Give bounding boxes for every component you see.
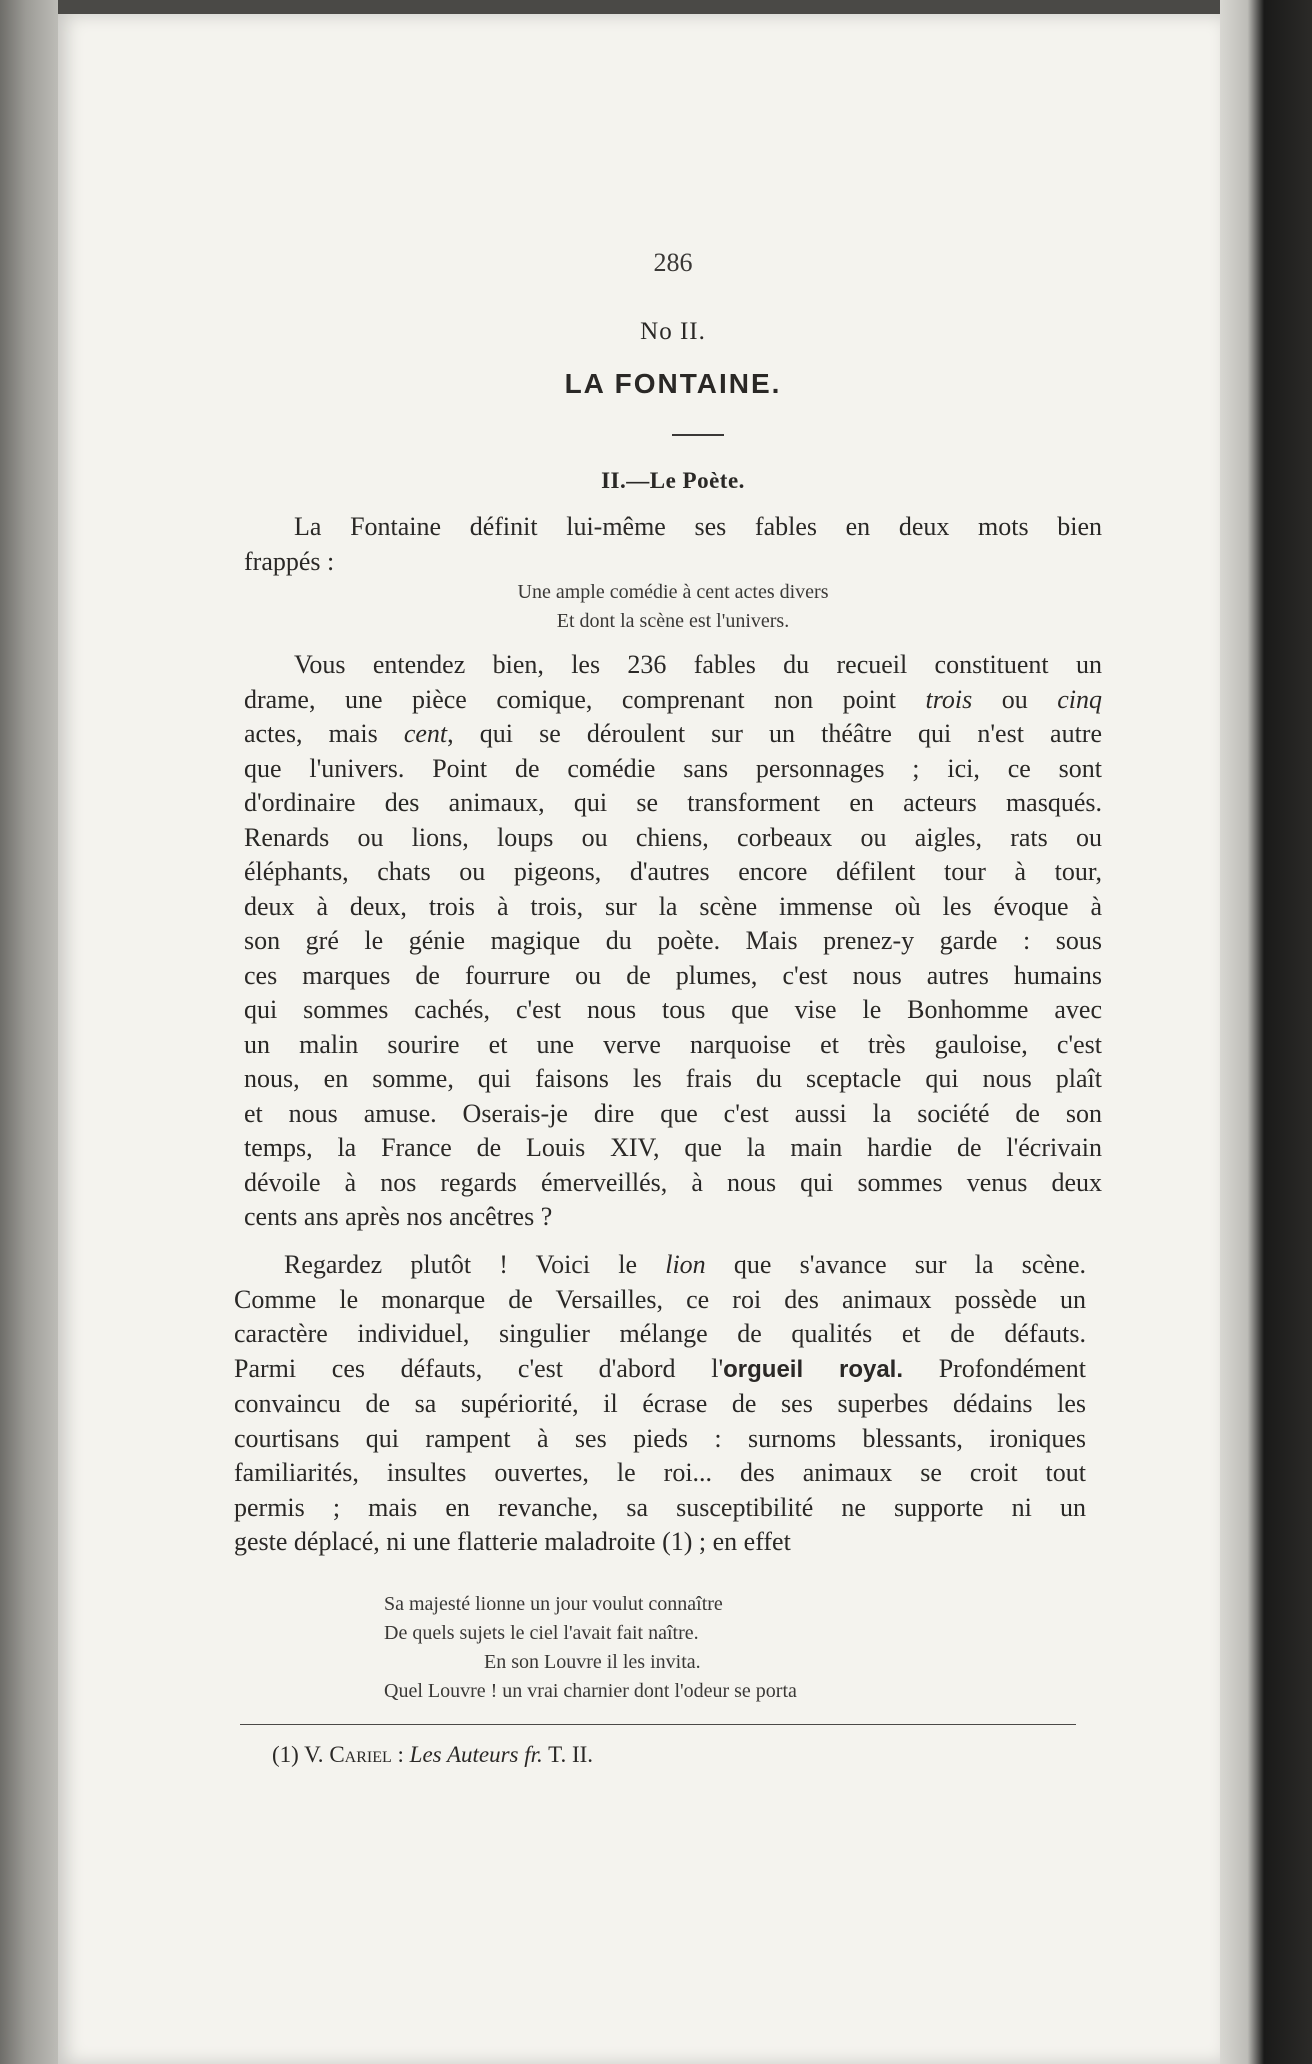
footnote-volume: T. II. bbox=[542, 1742, 594, 1767]
title-divider bbox=[672, 434, 724, 436]
text-line: nous, en somme, qui faisons les frais du sceptacle qui nous plaît bbox=[244, 1064, 1102, 1093]
text-line bbox=[234, 1352, 1086, 1388]
book-right-edge bbox=[1220, 0, 1312, 2064]
text-line: cents ans après nos ancêtres ? bbox=[244, 1202, 553, 1231]
text-run: Regardez plutôt ! Voici le bbox=[284, 1250, 666, 1279]
text-line: courtisans qui rampent à ses pieds : surnoms blessants, ironiques bbox=[234, 1423, 1086, 1453]
text-line bbox=[234, 1248, 1086, 1283]
italic-run: cent bbox=[403, 719, 448, 748]
text-run: ou bbox=[972, 684, 1058, 714]
text-line: caractère individuel, singulier mélange de qualités et de défauts. bbox=[234, 1319, 1086, 1348]
footnote-work: Les Auteurs fr. bbox=[409, 1742, 543, 1767]
intro-paragraph bbox=[244, 510, 1102, 579]
text-run: actes, mais bbox=[244, 719, 404, 748]
text-line: Renards ou lions, loups ou chiens, corbeaux ou aigles, rats ou bbox=[244, 822, 1102, 852]
text-line bbox=[244, 683, 1102, 718]
verse-quote bbox=[244, 578, 1102, 636]
text-line: éléphants, chats ou pigeons, d'autres encore défilent tour à tour, bbox=[244, 857, 1102, 886]
text-line: permis ; mais en revanche, sa susceptibilité ne supporte ni un bbox=[234, 1492, 1086, 1522]
footnote-divider bbox=[240, 1724, 1076, 1725]
verse-line: De quels sujets le ciel l'avait fait naître. bbox=[384, 1622, 699, 1644]
text-line: un malin sourire et une verve narquoise et très gauloise, c'est bbox=[244, 1029, 1102, 1059]
text-line: d'ordinaire des animaux, qui se transforment en acteurs masqués. bbox=[244, 788, 1102, 817]
footnote-marker: (1) V. bbox=[272, 1742, 330, 1767]
text-line: frappés : bbox=[244, 546, 335, 576]
book-left-edge bbox=[0, 0, 58, 2064]
text-line: son gré le génie magique du poète. Mais prenez-y garde : sous bbox=[244, 926, 1102, 955]
verse-quote-lion bbox=[384, 1590, 1084, 1706]
text-line: familiarités, insultes ouvertes, le roi... des animaux se croit tout bbox=[234, 1458, 1086, 1487]
section-number: No II. bbox=[640, 318, 706, 345]
verse-line: En son Louvre il les invita. bbox=[484, 1651, 701, 1673]
text-line: convaincu de sa supériorité, il écrase de ses superbes dédains les bbox=[234, 1389, 1086, 1418]
text-run: , qui se déroulent sur un théâtre qui n'est autre bbox=[447, 719, 1102, 748]
page-title: LA FONTAINE. bbox=[564, 368, 782, 399]
verse-line: Et dont la scène est l'univers. bbox=[556, 610, 790, 632]
text-line: ces marques de fourrure ou de plumes, c'est nous autres humains bbox=[244, 960, 1102, 990]
text-line: que l'univers. Point de comédie sans personnages ; ici, ce sont bbox=[244, 753, 1102, 783]
section-subtitle: II.—Le Poète. bbox=[601, 468, 745, 493]
bold-run: orgueil royal. bbox=[723, 1355, 904, 1383]
page-number: 286 bbox=[653, 248, 693, 277]
text-line: temps, la France de Louis XIV, que la main hardie de l'écrivain bbox=[244, 1133, 1102, 1162]
text-line: geste déplacé, ni une flatterie maladroite (1) ; en effet bbox=[234, 1527, 791, 1556]
text-line bbox=[244, 717, 1102, 752]
verse-line: Quel Louvre ! un vrai charnier dont l'odeur se porta bbox=[384, 1680, 797, 1702]
text-run: Profondément bbox=[903, 1353, 1086, 1383]
text-line: qui sommes cachés, c'est nous tous que vise le Bonhomme avec bbox=[244, 995, 1102, 1024]
text-run: que s'avance sur la scène. bbox=[705, 1250, 1087, 1279]
footnote-author: Cariel bbox=[329, 1742, 392, 1767]
text-run: Parmi ces défauts, c'est d'abord l' bbox=[234, 1353, 724, 1383]
text-line: Comme le monarque de Versailles, ce roi des animaux possède un bbox=[234, 1284, 1086, 1314]
paragraph-fables bbox=[244, 648, 1102, 1235]
italic-run: lion bbox=[665, 1250, 706, 1279]
text-line: La Fontaine définit lui-même ses fables en deux mots bien bbox=[294, 512, 1102, 541]
italic-run: trois bbox=[925, 684, 973, 714]
text-line: deux à deux, trois à trois, sur la scène immense où les évoque à bbox=[244, 891, 1102, 921]
verse-line: Une ample comédie à cent actes divers bbox=[517, 581, 829, 603]
text-line: dévoile à nos regards émerveillés, à nous qui sommes venus deux bbox=[244, 1167, 1102, 1197]
italic-run: cinq bbox=[1057, 684, 1103, 714]
text-run: : bbox=[391, 1742, 410, 1767]
text-line: Vous entendez bien, les 236 fables du recueil constituent un bbox=[294, 650, 1102, 679]
scan-top-edge bbox=[0, 0, 1312, 14]
verse-line: Sa majesté lionne un jour voulut connaître bbox=[384, 1593, 723, 1615]
footnote bbox=[272, 1742, 593, 1768]
text-line: et nous amuse. Oserais-je dire que c'est aussi la société de son bbox=[244, 1098, 1102, 1128]
paragraph-lion bbox=[234, 1248, 1086, 1560]
text-run: drame, une pièce comique, comprenant non point bbox=[244, 684, 926, 714]
